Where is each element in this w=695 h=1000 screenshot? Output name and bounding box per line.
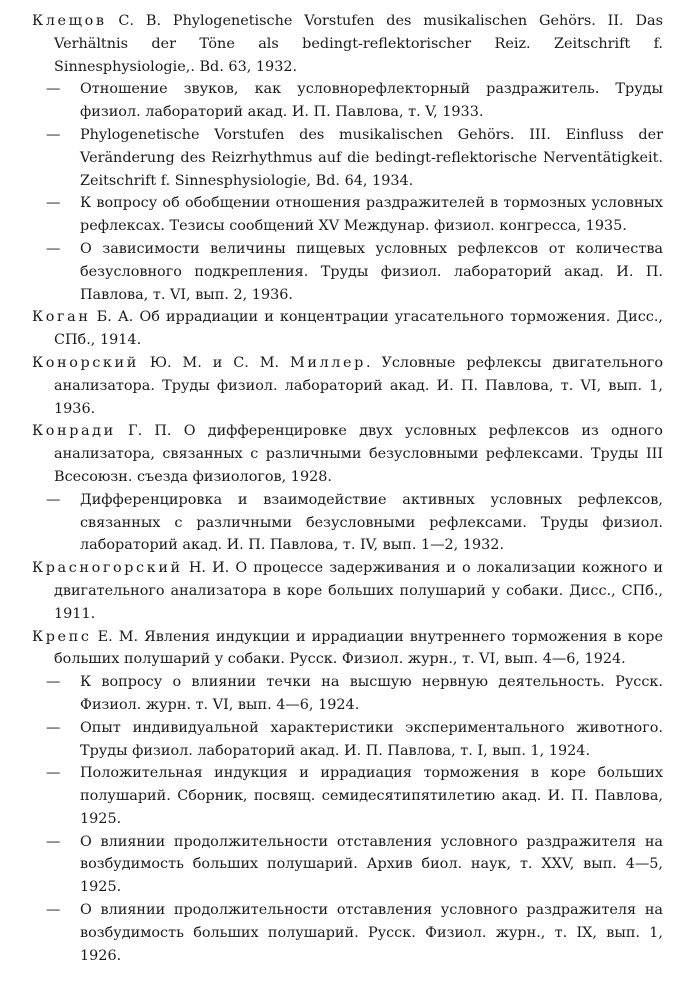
entry-author: Красногорский: [32, 560, 183, 577]
entry-author-initials: Г. П.: [115, 423, 172, 440]
bibliography-sub-entry: [32, 124, 663, 192]
entry-dash: —: [46, 491, 61, 508]
entry-coauthor: Миллер: [290, 354, 366, 371]
entry-text: Об иррадиации и концентрации угасательного торможения. Дисс., СПб., 1914.: [54, 309, 663, 349]
bibliography-sub-entry: [32, 192, 663, 238]
entry-author-initials: С. В.: [106, 13, 162, 29]
bibliography-entry: [32, 306, 663, 352]
entry-author: Конради: [32, 423, 116, 440]
entry-text: Положительная индукция и иррадиация торможения в коре больших полушарий. Сборник, посвящ. семидесятипятилетию акад. И. П. Павлова, 1925.: [80, 765, 663, 827]
entry-dash: —: [46, 833, 61, 850]
entry-author-initials: Н. И.: [182, 560, 230, 577]
entry-text: Отношение звуков, как условнорефлекторный раздражитель. Труды физиол. лабораторий акад. И. П. Павлова, т. V, 1933.: [80, 81, 663, 121]
entry-author: Клещов: [32, 13, 107, 29]
entry-text: О влиянии продолжительности отставления условного раздражителя на возбудимость больших полушарий. Архив биол. наук, т. XXV, вып. 4—5, 1925.: [80, 833, 663, 896]
entry-text: К вопросу о влиянии течки на высшую нервную деятельность. Русск. Физиол. журн. т. VI, вып. 4—6, 1924.: [80, 674, 663, 713]
entry-text: О влиянии продолжительности отставления условного раздражителя на возбудимость больших полушарий. Русск. Физиол. журн., т. IX, вып. 1, 1926.: [80, 902, 663, 964]
entry-text: Явления индукции и иррадиации внутреннего торможения в коре больших полушарий у собаки. Русск. Физиол. журн., т. VI, вып. 4—6, 1924.: [54, 628, 663, 668]
entry-dash: —: [46, 719, 61, 736]
entry-text: . Условные рефлексы двигательного анализатора. Труды физиол. лабораторий акад. И. П. Павлова, т. VI, вып. 1, 1936.: [54, 354, 663, 417]
entry-author: Коган: [32, 309, 91, 326]
bibliography-sub-entry: [32, 899, 663, 967]
entry-text: О дифференцировке двух условных рефлексов из одного анализатора, связанных с различными безусловными рефлексами. Труды III Всесоюзн. съезда физиологов, 1928.: [54, 423, 663, 485]
bibliography-sub-entry: [32, 238, 663, 306]
entry-author-initials: Б. А.: [90, 309, 134, 326]
entry-text: О процессе задерживания и о локализации кожного и двигательного анализатора в коре больших полушарий у собаки. Дисс., СПб., 1911.: [54, 560, 663, 622]
bibliography-sub-entry: [32, 671, 663, 717]
entry-dash: —: [46, 81, 61, 98]
entry-author: Конорский: [32, 354, 139, 371]
entry-text: Phylogenetische Vorstufen des musikalischen Gehörs. III. Einfluss der Veränderung des Reizrhythmus auf die bedingt-reflektorische Nerventätigkeit. Zeitschrift f. Sinnesphysiologie, Bd. 64, 1934.: [80, 126, 663, 189]
bibliography-sub-entry: [32, 717, 663, 763]
entry-text: О зависимости величины пищевых условных рефлексов от количества безусловного подкрепления. Труды физиол. лабораторий акад. И. П. Павлова, т. VI, вып. 2, 1936.: [80, 240, 663, 303]
entry-dash: —: [46, 240, 61, 257]
bibliography-entry: [32, 626, 663, 672]
entry-text: Дифференцировка и взаимодействие активных условных рефлексов, связанных с различными безусловными рефлексами. Труды физиол. лабораторий акад. И. П. Павлова, т. IV, вып. 1—2, 1932.: [80, 491, 663, 554]
entry-text: Опыт индивидуальной характеристики экспериментального животного. Труды физиол. лабораторий акад. И. П. Павлова, т. I, вып. 1, 1924.: [80, 719, 663, 759]
bibliography-sub-entry: [32, 831, 663, 899]
entry-author-initials: Ю. М. и С. М.: [138, 354, 291, 371]
entry-text: К вопросу об обобщении отношения раздражителей в тормозных условных рефлексах. Тезисы сообщений XV Междунар. физиол. конгресса, 1935.: [80, 195, 663, 235]
entry-dash: —: [46, 902, 61, 919]
entry-dash: —: [46, 126, 61, 143]
entry-author-initials: Е. М.: [91, 628, 139, 645]
bibliography-sub-entry: [32, 489, 663, 557]
entry-text: Phylogenetische Vorstufen des musikalischen Gehörs. II. Das Verhältnis der Töne als bedingt-reflektorischer Reiz. Zeitschrift f. Sinnesphysiologie,. Bd. 63, 1932.: [54, 13, 663, 75]
entry-dash: —: [46, 195, 61, 212]
bibliography-entry: [32, 10, 663, 78]
entry-dash: —: [46, 765, 61, 782]
entry-dash: —: [46, 674, 61, 691]
bibliography-sub-entry: [32, 78, 663, 124]
bibliography-entry: [32, 557, 663, 625]
entry-author: Крепс: [32, 628, 92, 645]
bibliography-entry: [32, 352, 663, 420]
bibliography-entry: [32, 420, 663, 488]
bibliography-sub-entry: [32, 762, 663, 830]
